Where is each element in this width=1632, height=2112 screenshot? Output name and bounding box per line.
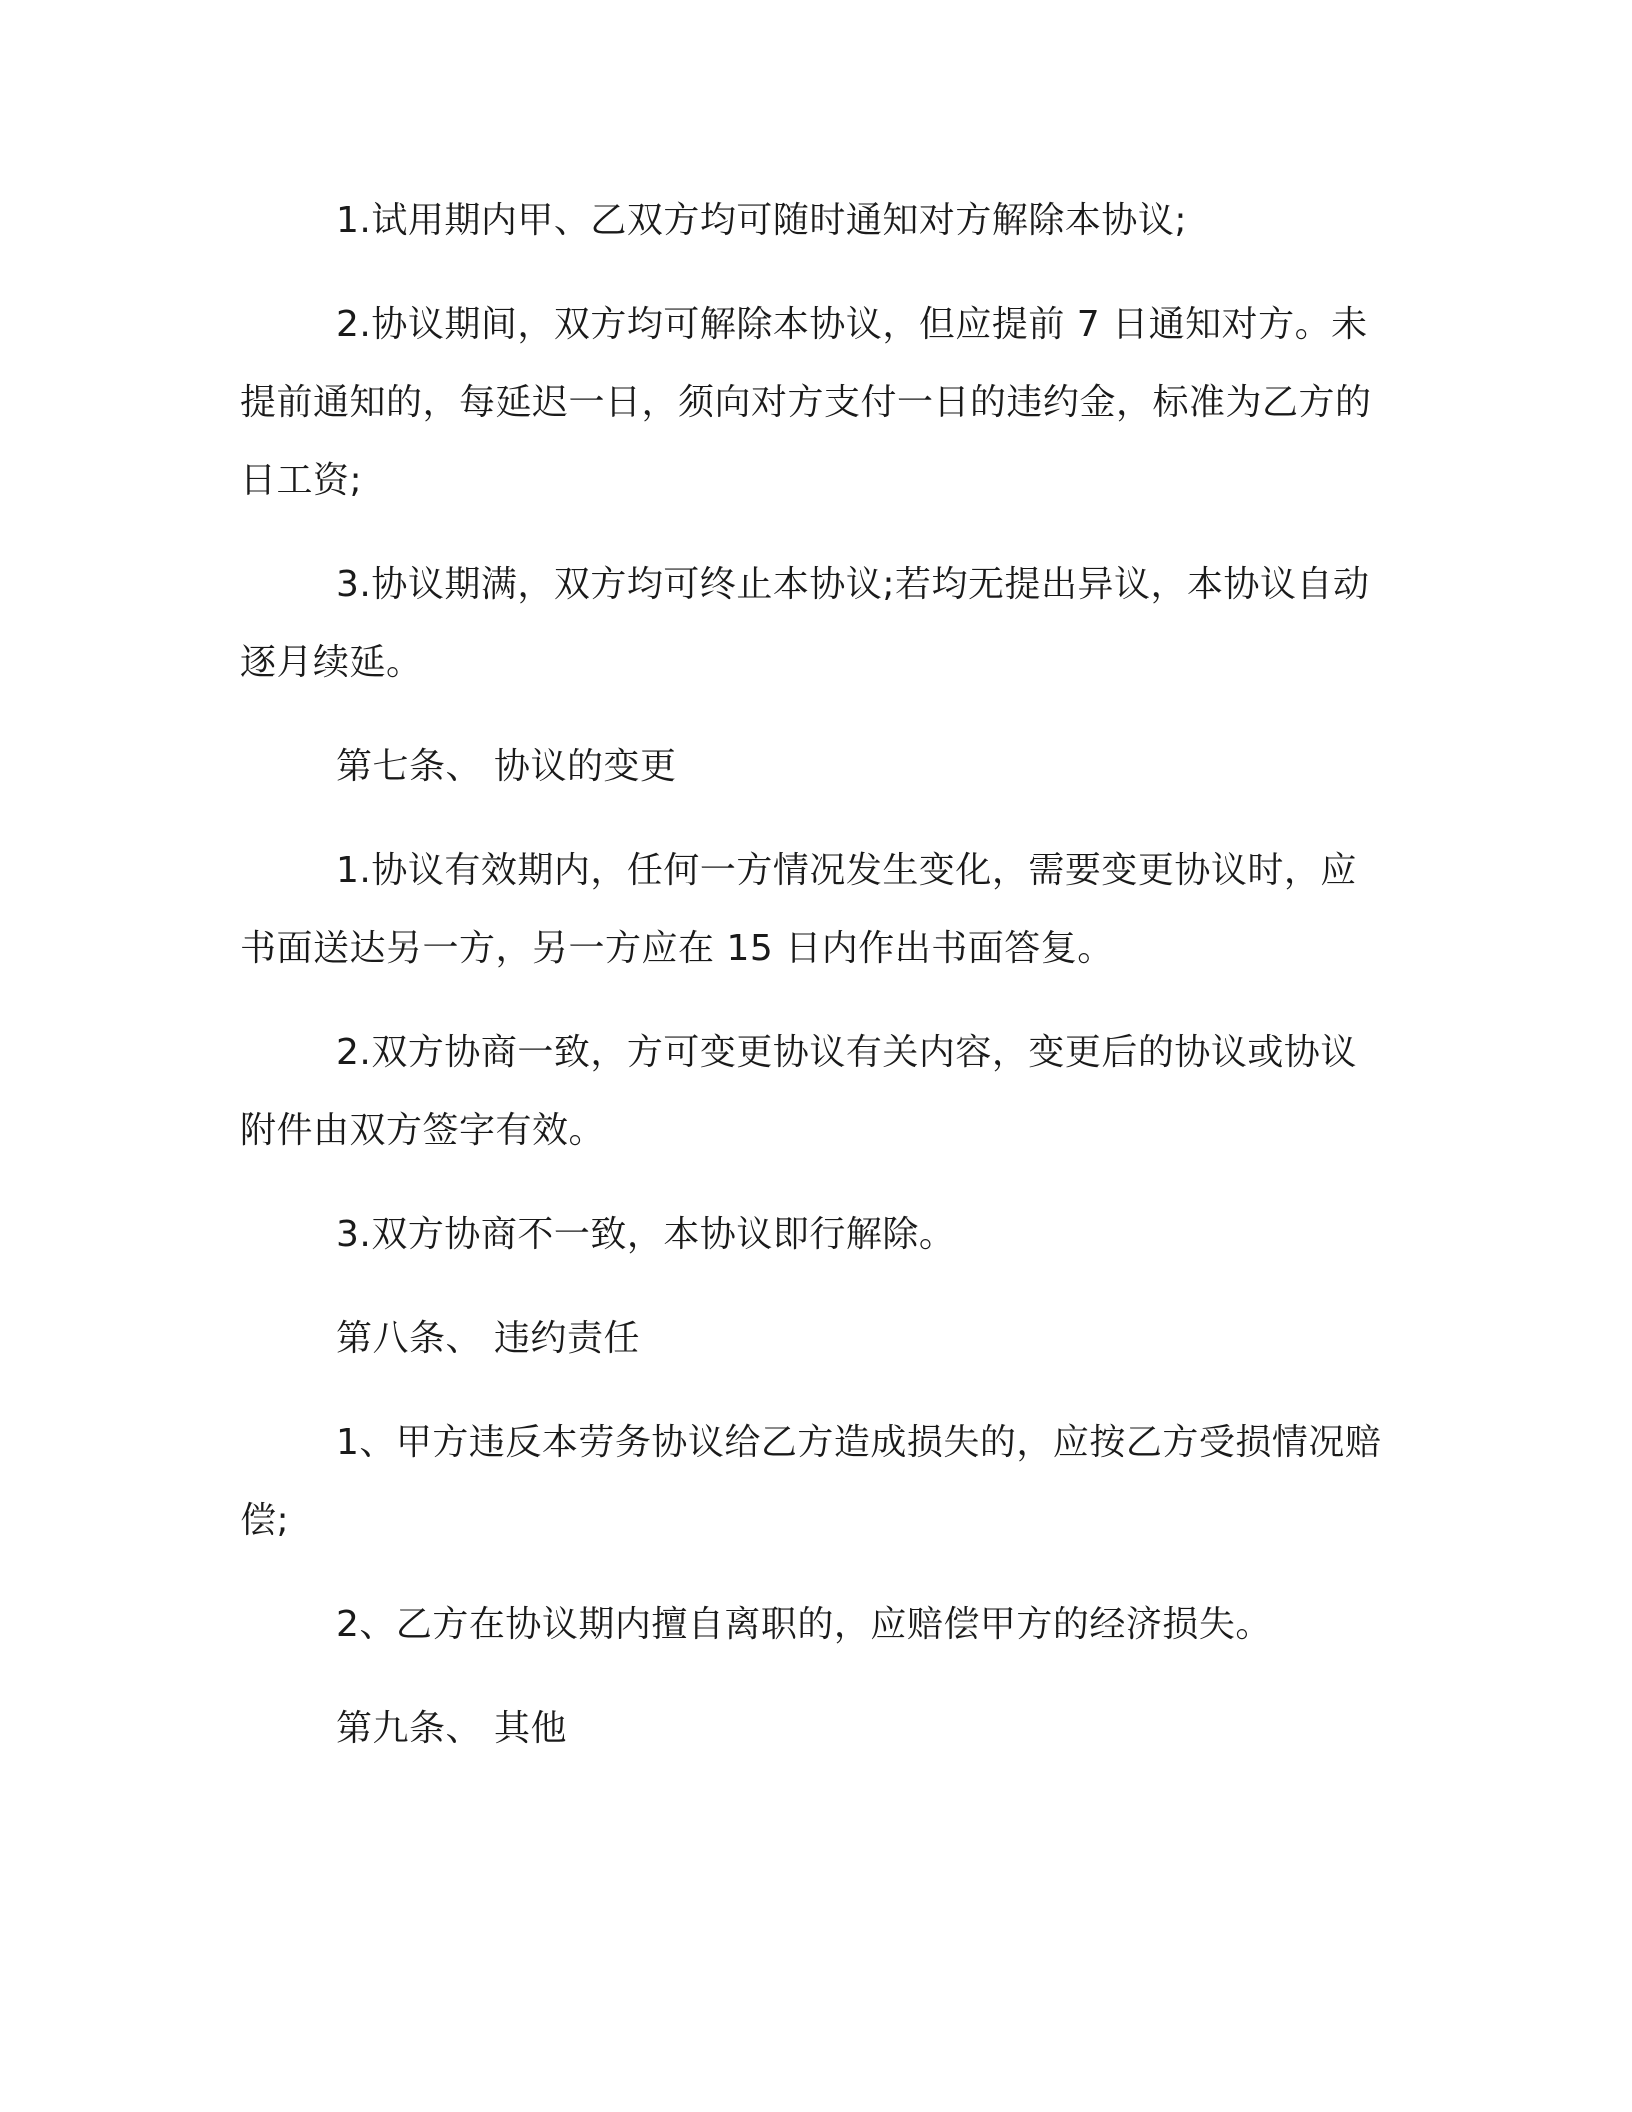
paragraph-liability-party-b: 2、乙方在协议期内擅自离职的，应赔偿甲方的经济损失。 <box>336 1604 1272 1645</box>
document-body <box>240 182 1392 1768</box>
paragraph-termination-probation: 1.试用期内甲、乙双方均可随时通知对方解除本协议; <box>336 200 1187 241</box>
article-9-heading: 第九条、 其他 <box>336 1708 567 1749</box>
paragraph-change-notice: 1.协议有效期内，任何一方情况发生变化，需要变更协议时，应书面送达另一方，另一方应在 15 日内作出书面答复。 <box>240 850 1357 969</box>
paragraph-liability-party-a: 1、甲方违反本劳务协议给乙方造成损失的，应按乙方受损情况赔偿; <box>240 1422 1382 1541</box>
paragraph-change-agreement: 2.双方协商一致，方可变更协议有关内容，变更后的协议或协议附件由双方签字有效。 <box>240 1032 1357 1151</box>
paragraph-termination-notice: 2.协议期间，双方均可解除本协议，但应提前 7 日通知对方。未提前通知的，每延迟一日，须向对方支付一日的违约金，标准为乙方的日工资; <box>240 304 1372 501</box>
paragraph-change-disagreement: 3.双方协商不一致，本协议即行解除。 <box>336 1214 956 1255</box>
paragraph-termination-expiry: 3.协议期满，双方均可终止本协议;若均无提出异议，本协议自动逐月续延。 <box>240 564 1370 683</box>
article-7-heading: 第七条、 协议的变更 <box>336 746 677 787</box>
article-8-heading: 第八条、 违约责任 <box>336 1318 640 1359</box>
